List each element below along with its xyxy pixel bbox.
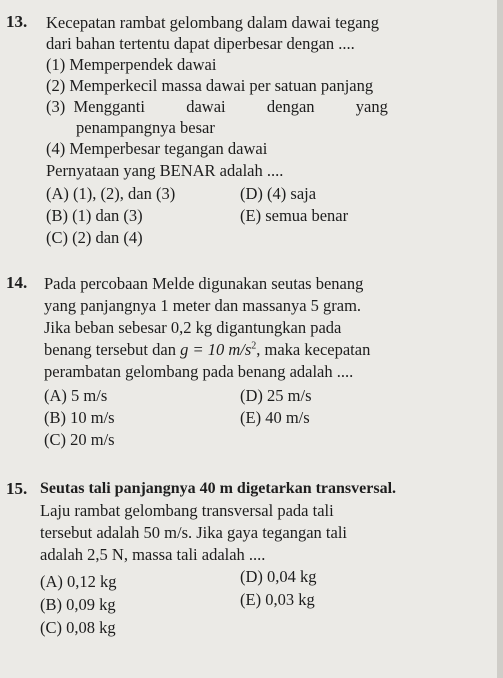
question-text-line: tersebut adalah 50 m/s. Jika gaya tegangan tali: [40, 523, 347, 542]
option-c: (C) 0,08 kg: [40, 618, 116, 637]
question-text-line: Laju rambat gelombang transversal pada tali: [40, 501, 334, 520]
statement-3-continued: penampangnya besar: [76, 118, 215, 137]
question-number: 14.: [6, 273, 28, 292]
text-segment: benang tersebut dan: [44, 340, 181, 359]
statement-4: (4) Memperbesar tegangan dawai: [46, 139, 268, 158]
option-a: (A) 0,12 kg: [40, 572, 117, 591]
option-b: (B) 10 m/s: [44, 408, 115, 427]
gravity-formula: g = 10 m/s: [180, 340, 252, 359]
option-b: (B) (1) dan (3): [46, 206, 143, 225]
page-edge-shadow: [497, 0, 503, 678]
statement-3: (3) Mengganti dawai dengan yang: [46, 97, 388, 116]
question-text-line: Pada percobaan Melde digunakan seutas benang: [44, 274, 364, 293]
question-text-line: Jika beban sebesar 0,2 kg digantungkan pada: [44, 318, 342, 337]
option-e: (E) semua benar: [240, 206, 349, 225]
option-d: (D) 25 m/s: [240, 386, 312, 405]
option-c: (C) (2) dan (4): [46, 228, 143, 247]
question-text-line: dari bahan tertentu dapat diperbesar dengan ....: [46, 34, 355, 53]
option-d: (D) 0,04 kg: [240, 567, 317, 586]
question-text-line: Seutas tali panjangnya 40 m digetarkan transversal.: [40, 480, 397, 497]
option-e: (E) 0,03 kg: [240, 590, 315, 609]
question-text-line: yang panjangnya 1 meter dan massanya 5 gram.: [44, 296, 362, 315]
question-text-line: perambatan gelombang pada benang adalah ....: [44, 362, 354, 381]
option-d: (D) (4) saja: [240, 184, 317, 203]
text-segment: , maka kecepatan: [256, 340, 371, 359]
question-number: 13.: [6, 12, 28, 31]
question-text-line: [44, 339, 370, 360]
statement-2: (2) Memperkecil massa dawai per satuan panjang: [46, 76, 374, 95]
option-c: (C) 20 m/s: [44, 430, 115, 449]
question-number: 15.: [6, 479, 28, 498]
formula-exponent: 2: [251, 340, 257, 352]
question-text-line: Kecepatan rambat gelombang dalam dawai tegang: [46, 13, 380, 32]
question-prompt: Pernyataan yang BENAR adalah ....: [46, 161, 284, 180]
statement-1: (1) Memperpendek dawai: [46, 55, 217, 74]
question-text-line: adalah 2,5 N, massa tali adalah ....: [40, 545, 266, 564]
option-b: (B) 0,09 kg: [40, 595, 116, 614]
option-e: (E) 40 m/s: [240, 408, 310, 427]
option-a: (A) 5 m/s: [44, 386, 108, 405]
option-a: (A) (1), (2), dan (3): [46, 184, 176, 203]
